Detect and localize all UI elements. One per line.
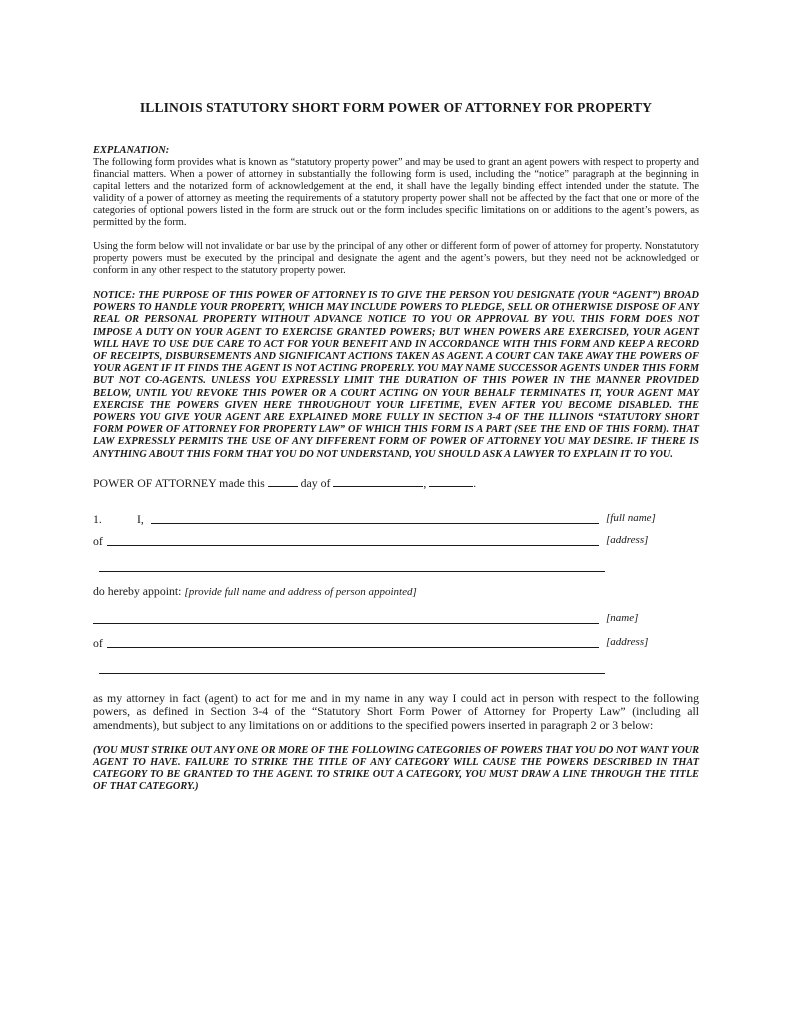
principal-address-row (93, 534, 699, 548)
address-blank-1b[interactable] (99, 571, 605, 572)
agent-address-row (93, 636, 699, 650)
explanation-heading: EXPLANATION: (93, 145, 170, 156)
made-prefix: POWER OF ATTORNEY made this (93, 475, 265, 490)
address-hint-1: [address] (606, 533, 649, 546)
made-comma: , (423, 475, 427, 490)
strike-out-instructions: (YOU MUST STRIKE OUT ANY ONE OR MORE OF THE FOLLOWING CATEGORIES OF POWERS THAT YOU DO NOT WANT YOUR AGENT TO HAVE. FAILURE TO STRIKE THE TITLE OF ANY CATEGORY WILL CAUSE THE POWERS DESCRIBED IN THAT CATEGORY TO BE GRANTED TO THE AGENT. TO STRIKE OUT A CATEGORY, YOU MUST DRAW A LINE THROUGH THE TITLE OF THAT CATEGORY.) (93, 744, 699, 793)
principal-name-row (93, 512, 699, 526)
year-blank[interactable] (429, 475, 473, 487)
of-label-1: of (93, 533, 103, 548)
address-blank-1[interactable] (107, 545, 599, 546)
document-page (93, 100, 699, 793)
attorney-paragraph: as my attorney in fact (agent) to act for me and in my name in any way I could act in person with respect to the following powers, as defined in Section 3-4 of the “Statutory Short Form Power of Attorney for Property Law” (including all amendments), but subject to any limitations on or additions to the specified powers inserted in paragraph 2 or 3 below: (93, 690, 699, 733)
address-blank-2b[interactable] (99, 673, 605, 674)
document-title: ILLINOIS STATUTORY SHORT FORM POWER OF ATTORNEY FOR PROPERTY (139, 100, 653, 115)
notice-paragraph: NOTICE: THE PURPOSE OF THIS POWER OF ATTORNEY IS TO GIVE THE PERSON YOU DESIGNATE (YOUR “AGENT”) BROAD POWERS TO HANDLE YOUR PROPERTY, WHICH MAY INCLUDE POWERS TO PLEDGE, SELL OR OTHERWISE DISPOSE OF ANY REAL OR PERSONAL PROPERTY WITHOUT ADVANCE NOTICE TO YOU OR APPROVAL BY YOU. THIS FORM DOES NOT IMPOSE A DUTY ON YOUR AGENT TO EXERCISE GRANTED POWERS; BUT WHEN POWERS ARE EXERCISED, YOUR AGENT WILL HAVE TO USE DUE CARE TO ACT FOR YOUR BENEFIT AND IN ACCORDANCE WITH THIS FORM AND KEEP A RECORD OF RECEIPTS, DISBURSEMENTS AND SIGNIFICANT ACTIONS TAKEN AS AGENT. A COURT CAN TAKE AWAY THE POWERS OF YOUR AGENT IF IT FINDS THE AGENT IS NOT ACTING PROPERLY. YOU MAY NAME SUCCESSOR AGENTS UNDER THIS FORM BUT NOT CO-AGENTS. UNLESS YOU EXPRESSLY LIMIT THE DURATION OF THIS POWER IN THE MANNER PROVIDED BELOW, UNTIL YOU REVOKE THIS POWER OR A COURT ACTING ON YOUR BEHALF TERMINATES IT, YOUR AGENT MAY EXERCISE THE POWERS GIVEN HERE THROUGHOUT YOUR LIFETIME, EVEN AFTER YOU BECOME DISABLED. THE POWERS YOU GIVE YOUR AGENT ARE EXPLAINED MORE FULLY IN SECTION 3-4 OF THE ILLINOIS “STATUTORY SHORT FORM POWER OF ATTORNEY FOR PROPERTY LAW” OF WHICH THIS FORM IS A PART (SEE THE END OF THIS FORM). THAT LAW EXPRESSLY PERMITS THE USE OF ANY DIFFERENT FORM OF POWER OF ATTORNEY YOU MAY DESIRE. IF THERE IS ANYTHING ABOUT THIS FORM THAT YOU DO NOT UNDERSTAND, YOU SHOULD ASK A LAWYER TO EXPLAIN IT TO YOU. (93, 290, 699, 460)
appoint-line (93, 584, 699, 599)
of-label-2: of (93, 635, 103, 650)
made-period: . (473, 475, 477, 490)
full-name-blank[interactable] (151, 523, 599, 524)
day-blank[interactable] (268, 475, 298, 487)
made-this-line (93, 475, 699, 491)
made-day-label: day of (300, 475, 331, 490)
appoint-hint: [provide full name and address of person appointed] (184, 585, 417, 598)
full-name-hint: [full name] (606, 511, 656, 524)
agent-address-row-2 (93, 662, 699, 676)
explanation-paragraph-1: The following form provides what is known as “statutory property power” and may be used to grant an agent powers with respect to property and financial matters. When a power of attorney in substantially the following form is used, including the “notice” paragraph at the beginning in capital letters and the notarized form of acknowledgement at the end, it shall have the legally binding effect intended under the statute. The validity of a power of attorney as meeting the requirements of a statutory property power shall not be affected by the fact that one or more of the categories of optional powers listed in the form are struck out or the form includes specific limitations on or additions to the agent’s powers, as permitted by the form. (93, 157, 699, 228)
explanation-paragraph-2: Using the form below will not invalidate or bar use by the principal of any other or different form of power of attorney for property. Nonstatutory property powers must be executed by the principal and designate the agent and the agent’s powers, but they need not be acknowledged or conform in any other respect to the statutory property power. (93, 241, 699, 276)
name-hint: [name] (606, 611, 639, 624)
item-number: 1. (93, 511, 102, 526)
agent-name-blank[interactable] (93, 623, 599, 624)
principal-address-row-2 (93, 560, 699, 574)
month-blank[interactable] (333, 475, 423, 487)
address-blank-2[interactable] (107, 647, 599, 648)
address-hint-2: [address] (606, 635, 649, 648)
agent-name-row (93, 612, 699, 626)
appoint-label: do hereby appoint: (93, 583, 182, 598)
item-i-label: I, (137, 511, 144, 526)
